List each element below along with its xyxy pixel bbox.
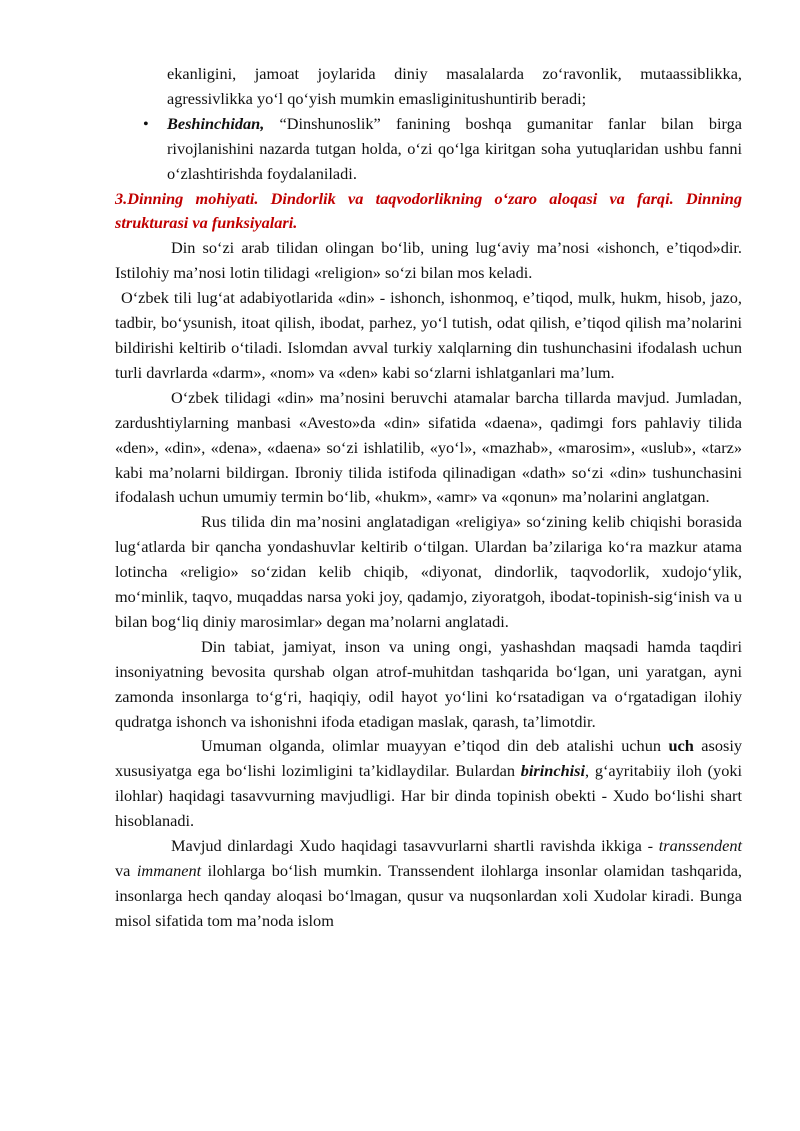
text-span: va xyxy=(115,861,137,880)
paragraph-uzbek-dictionaries: Oʻzbek tili lugʻat adabiyotlarida «din» - ishonch, ishonmoq, eʼtiqod, mulk, hukm, hisob, jazo, tadbir, boʻysunish, itoat qilish, ibodat, parhez, yoʻl tutish, odat qilish, eʼtiqod qilish maʼnolarini bildirishi keltirib oʻtiladi. Islomdan avval turkiy xalqlarning din tushunchasini ifodalash uchun turli davrlarda «darm», «nom» va «den» kabi soʻzlarni ishlatganlari maʼlum. xyxy=(115,288,742,382)
bullet-lead-word: Beshinchidan, xyxy=(167,113,265,133)
bullet-dot-icon: • xyxy=(143,113,149,133)
text-span: asosiy xususiyatga ega boʻlishi lozimligini taʼkidlaydilar. Bulardan xyxy=(115,736,742,781)
text-span: , gʻayritabiiy iloh (yoki ilohlar) haqidagi tasavvurning mavjudligi. Har bir dinda topinish obekti - Xudo boʻlishi shart hisoblanadi. xyxy=(115,761,742,831)
paragraph-god-concepts xyxy=(115,834,742,934)
paragraph-din-definition: Din tabiat, jamiyat, inson va uning ongi, yashashdan maqsadi hamda taqdiri insoniyatning bevosita qurshab olgan atrof-muhitdan tashqarida boʻlgan, uni yaratgan, ayni zamonda insonlarga toʻgʻri, haqiqiy, odil hayot yoʻlini koʻrsatadigan va oʻrgatadigan ilohiy qudratga ishonch va ishonishni ifoda etadigan maslak, qarash, taʼlimotdir. xyxy=(115,636,742,731)
italic-text: immanent xyxy=(136,861,202,880)
bullet-item-continuation xyxy=(167,62,742,112)
bold-italic-text: birinchisi xyxy=(520,761,586,781)
text-span: Umuman olganda, olimlar muayyan eʼtiqod din deb atalishi uchun xyxy=(201,736,669,756)
bullet-text: ekanligini, jamoat joylarida diniy masalalarda zoʻravonlik, mutaassiblikka, agressivlikka yoʻl qoʻyish mumkin emasliginitushuntirib beradi; xyxy=(167,64,742,108)
section-heading: 3.Dinning mohiyati. Dindorlik va taqvodorlikning oʻzaro aloqasi va farqi. Dinning strukturasi va funksiyalari. xyxy=(115,188,742,233)
paragraph-din-terms: Oʻzbek tilidagi «din» maʼnosini beruvchi atamalar barcha tillarda mavjud. Jumladan, zardushtiylarning manbasi «Avesto»da «din» sifatida «daena», qadimgi fors pahlaviy tilida «den», «din», «dena», «daena» soʻzi ishlatilib, «yoʻl», «mazhab», «marosim», «uslub», «tarz» kabi maʼnolarni bildirgan. Ibroniy tilida istifoda qilinadigan «dath» soʻzi «din» tushunchasini ifodalash uchun umumiy termin boʻlib, «hukm», «amr» va «qonun» maʼnolarini anglatgan. xyxy=(115,387,742,507)
bullet-text: “Dinshunoslik” fanining boshqa gumanitar fanlar bilan birga rivojlanishini nazarda tutgan holda, oʻzi qoʻlga kiritgan soha yutuqlaridan ushbu fanni oʻzlashtirishda foydalaniladi. xyxy=(167,113,742,183)
text-span: Mavjud dinlardagi Xudo haqidagi tasavvurlarni shartli ravishda ikkiga - xyxy=(171,836,659,856)
paragraph-religiya: Rus tilida din maʼnosini anglatadigan «religiya» soʻzining kelib chiqishi borasida lugʻatlarda bir qancha yondashuvlar keltirib oʻtilgan. Ulardan baʼzilariga koʻra mazkur atama lotincha «religio» soʻzidan kelib chiqib, «diyonat, dindorlik, taqvodorlik, xudojoʻylik, moʻminlik, taqvo, muqaddas narsa yoki joy, qadamjo, ziyoratgoh, ibodat-topinish-sigʻinish va u bilan bogʻliq diniy marosimlar» degan maʼnolarni anglatadi. xyxy=(115,512,742,631)
italic-text: transsendent xyxy=(658,836,742,856)
bullet-item-beshinchidan xyxy=(143,112,742,187)
paragraph-three-features xyxy=(115,734,742,834)
text-span: ilohlarga boʻlish mumkin. Transsendent ilohlarga insonlar olamidan tashqarida, insonlarga hech qanday aloqasi boʻlmagan, qusur va nuqsonlardan xoli Xudolar kiradi. Bunga misol sifatida tom maʼnoda islom xyxy=(115,861,743,930)
bold-text: uch xyxy=(668,736,694,756)
paragraph-din-etymology: Din soʻzi arab tilidan olingan boʻlib, uning lugʻaviy maʼnosi «ishonch, eʼtiqod»dir. Istilohiy maʼnosi lotin tilidagi «religion» soʻzi bilan mos keladi. xyxy=(115,238,742,283)
